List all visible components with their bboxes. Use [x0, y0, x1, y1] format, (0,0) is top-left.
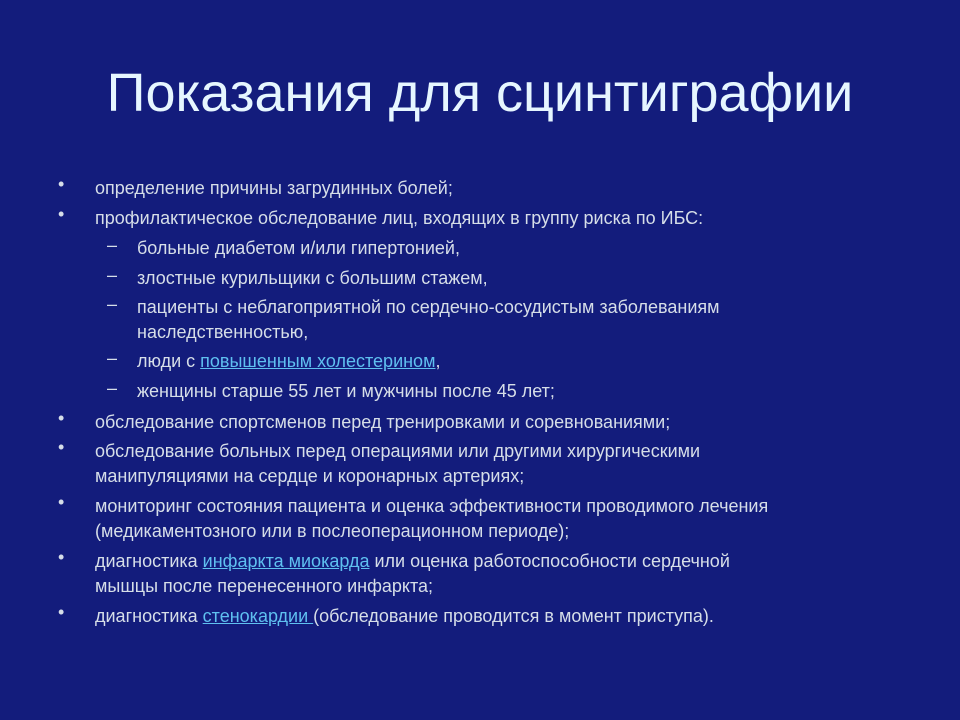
- item-text: профилактическое обследование лиц, входящих в группу риска по ИБС:: [95, 208, 704, 228]
- sub-list-item: [107, 265, 857, 291]
- bullet-marker: •: [58, 204, 65, 224]
- slide-title: Показания для сцинтиграфии: [106, 63, 854, 123]
- list-item: [58, 204, 915, 231]
- dash-marker: –: [107, 348, 118, 368]
- item-text: люди с: [137, 351, 201, 371]
- item-text: определение причины загрудинных болей;: [95, 178, 453, 198]
- cholesterol-link[interactable]: повышенным холестерином: [200, 351, 436, 371]
- sub-list-item: [107, 348, 857, 374]
- bullet-marker: •: [58, 547, 65, 567]
- item-text: женщины старше 55 лет и мужчины после 45 лет;: [137, 381, 555, 401]
- bullet-marker: •: [58, 602, 65, 622]
- item-text-line2: (медикаментозного или в послеоперационном периоде);: [95, 521, 570, 541]
- list-item: [58, 492, 915, 544]
- item-text: злостные курильщики с большим стажем,: [137, 268, 488, 288]
- myocardial-infarction-link[interactable]: инфаркта миокарда: [202, 551, 370, 571]
- list-item: [58, 437, 915, 489]
- sub-list-item: [107, 235, 857, 261]
- bullet-marker: •: [58, 174, 65, 194]
- dash-marker: –: [107, 294, 118, 314]
- item-text: или оценка работоспособности сердечной: [369, 551, 730, 571]
- item-text: (обследование проводится в момент приступа).: [313, 606, 714, 626]
- dash-marker: –: [107, 265, 118, 285]
- bullet-marker: •: [58, 492, 65, 512]
- item-text: диагностика: [95, 606, 203, 626]
- item-text: ,: [435, 351, 441, 371]
- angina-link[interactable]: стенокардии: [202, 606, 314, 626]
- list-item: [58, 174, 915, 201]
- item-text-line2: наследственностью,: [137, 322, 309, 342]
- item-text-line2: мышцы после перенесенного инфаркта;: [95, 576, 434, 596]
- item-text-line1: мониторинг состояния пациента и оценка эффективности проводимого лечения: [95, 496, 769, 516]
- list-item: [58, 547, 915, 599]
- sub-list-item: [107, 294, 857, 345]
- bullet-marker: •: [58, 437, 65, 457]
- item-text-line1: пациенты с неблагоприятной по сердечно-сосудистым заболеваниям: [137, 297, 720, 317]
- list-item: [58, 602, 915, 629]
- sub-list-item: [107, 378, 857, 404]
- dash-marker: –: [107, 378, 118, 398]
- list-item: [58, 408, 915, 435]
- item-text: диагностика: [95, 551, 203, 571]
- item-text: больные диабетом и/или гипертонией,: [137, 238, 460, 258]
- dash-marker: –: [107, 235, 118, 255]
- item-text-line2: манипуляциями на сердце и коронарных артериях;: [95, 466, 525, 486]
- bullet-marker: •: [58, 408, 65, 428]
- item-text-line1: обследование больных перед операциями или другими хирургическими: [95, 441, 701, 461]
- item-text: обследование спортсменов перед тренировками и соревнованиями;: [95, 412, 671, 432]
